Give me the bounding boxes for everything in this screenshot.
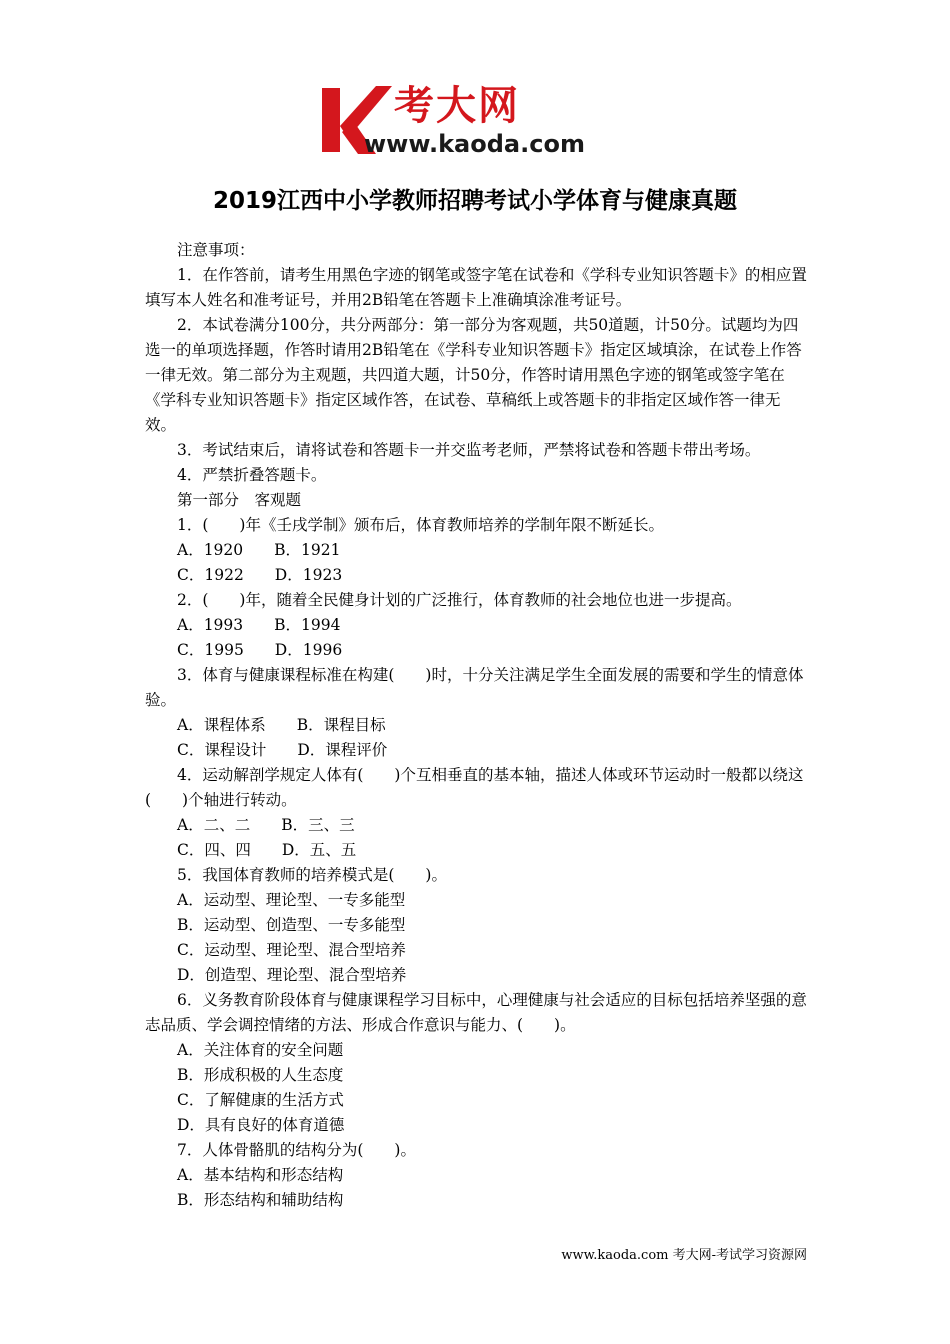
question-stem: 5．我国体育教师的培养模式是( )。 [177,866,447,884]
document-body [145,238,810,1213]
question-stem: 2．( )年，随着全民健身计划的广泛推行，体育教师的社会地位也进一步提高。 [177,591,742,609]
footer-text: www.kaoda.com 考大网-考试学习资源网 [561,1248,807,1263]
notice-heading: 注意事项： [177,241,255,259]
question-option: A．运动型、理论型、一专多能型 [177,891,406,909]
logo-url: www.kaoda.com [364,130,585,158]
question-stem: 3．体育与健康课程标准在构建( )时，十分关注满足学生全面发展的需要和学生的情意体验。 [145,666,804,709]
question-option: B．形态结构和辅助结构 [177,1191,344,1209]
question-option: D．具有良好的体育道德 [177,1116,345,1134]
notice-item: 3．考试结束后，请将试卷和答题卡一并交监考老师，严禁将试卷和答题卡带出考场。 [177,441,761,459]
question-option: A．基本结构和形态结构 [177,1166,344,1184]
question-stem: 6．义务教育阶段体育与健康课程学习目标中，心理健康与社会适应的目标包括培养坚强的意志品质、学会调控情绪的方法、形成合作意识与能力、( )。 [145,991,807,1034]
question-stem: 4．运动解剖学规定人体有( )个互相垂直的基本轴，描述人体或环节运动时一般都以绕这( )个轴进行转动。 [145,766,804,809]
question-option: D．创造型、理论型、混合型培养 [177,966,407,984]
question-option: B．形成积极的人生态度 [177,1066,344,1084]
question-option: A．1993 B．1994 [177,616,341,634]
question-option: C．了解健康的生活方式 [177,1091,344,1109]
notice-item: 1．在作答前，请考生用黑色字迹的钢笔或签字笔在试卷和《学科专业知识答题卡》的相应置填写本人姓名和准考证号，并用2B铅笔在答题卡上准确填涂准考证号。 [145,266,807,309]
section-heading: 第一部分 客观题 [177,491,302,509]
question-stem: 1．( )年《壬戌学制》颁布后，体育教师培养的学制年限不断延长。 [177,516,664,534]
question-option: C．运动型、理论型、混合型培养 [177,941,406,959]
notice-item: 2．本试卷满分100分，共分两部分：第一部分为客观题，共50道题，计50分。试题均为四选一的单项选择题，作答时请用2B铅笔在《学科专业知识答题卡》指定区域填涂，在试卷上作答一律无效。第二部分为主观题，共四道大题，计50分，作答时请用黑色字迹的钢笔或签字笔在《学科专业知识答题卡》指定区域作答，在试卷、草稿纸上或答题卡的非指定区域作答一律无效。 [145,316,802,434]
question-stem: 7．人体骨骼肌的结构分为( )。 [177,1141,416,1159]
question-option: C．1922 D．1923 [177,566,343,584]
question-option: C．四、四 D．五、五 [177,841,357,859]
logo-name: 考大网 [394,83,520,129]
question-option: C．课程设计 D．课程评价 [177,741,388,759]
kaoda-logo [318,80,648,162]
document-title: 2019江西中小学教师招聘考试小学体育与健康真题 [212,188,737,214]
question-option: A．1920 B．1921 [177,541,341,559]
notice-item: 4．严禁折叠答题卡。 [177,466,327,484]
question-option: A．二、二 B．三、三 [177,816,355,834]
question-option: C．1995 D．1996 [177,641,343,659]
question-option: B．运动型、创造型、一专多能型 [177,916,406,934]
question-option: A．课程体系 B．课程目标 [177,716,386,734]
question-option: A．关注体育的安全问题 [177,1041,344,1059]
